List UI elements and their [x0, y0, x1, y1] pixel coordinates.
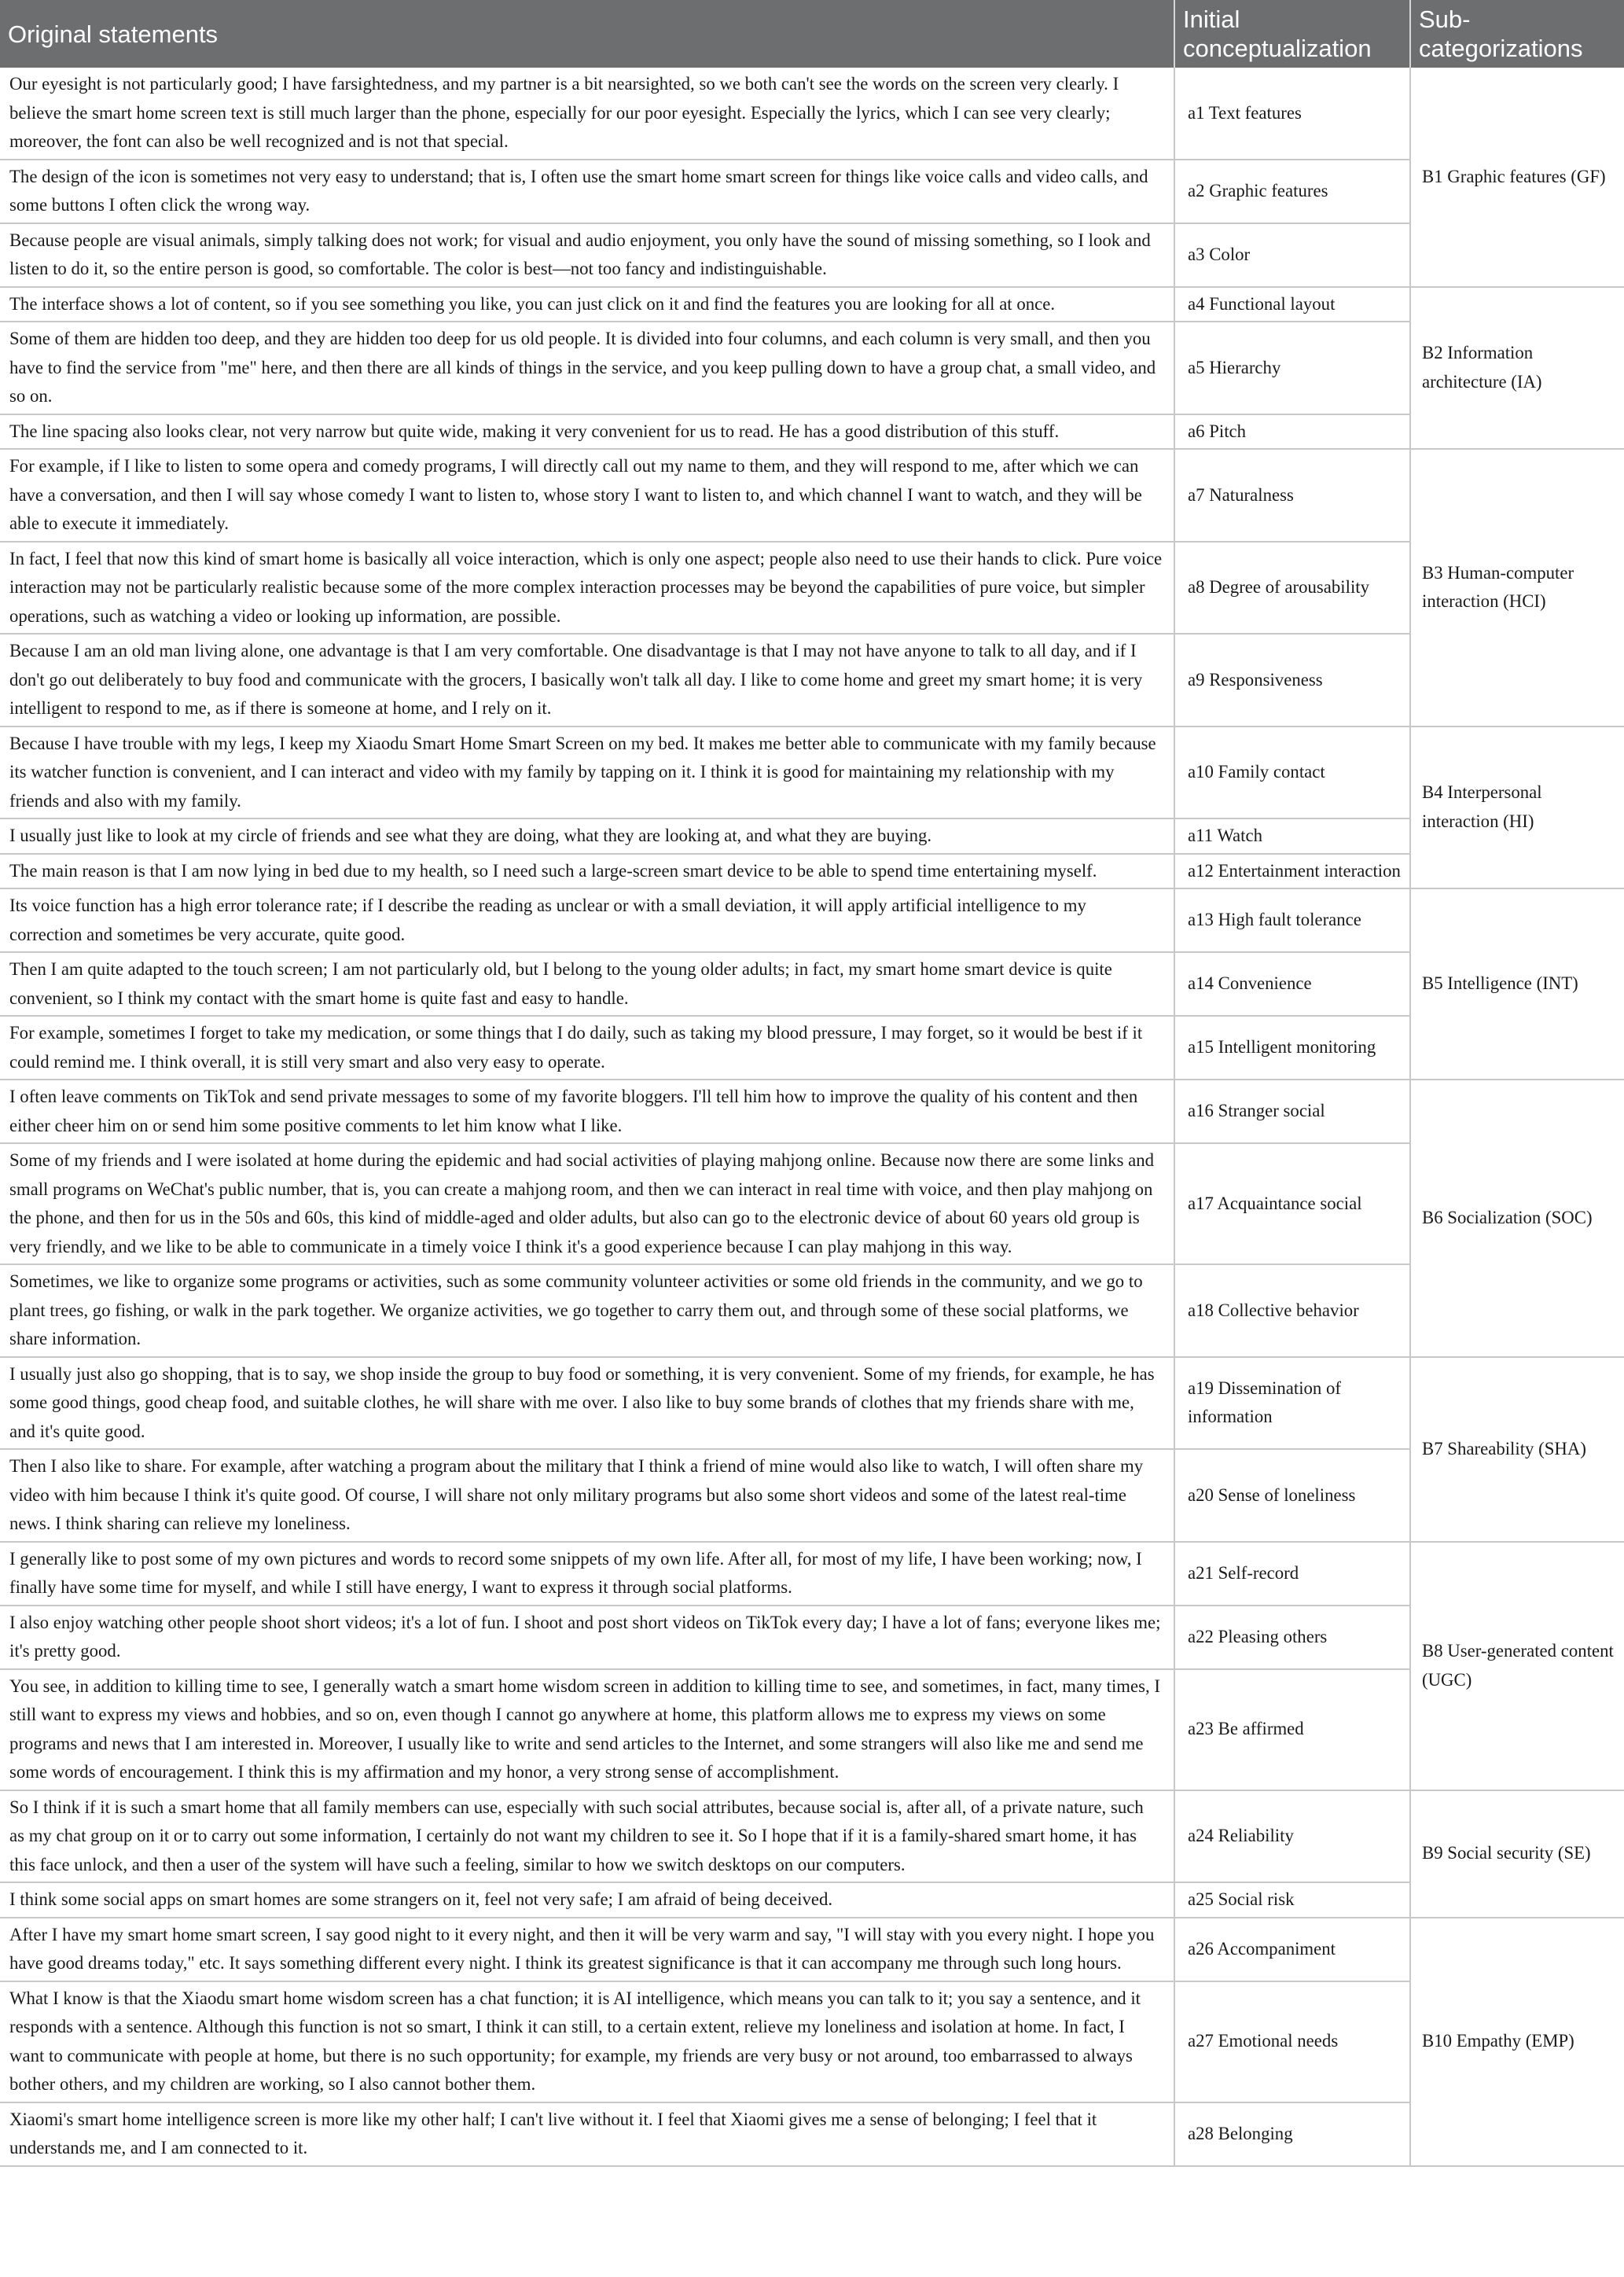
sub-categorization-cell: B5 Intelligence (INT) — [1410, 888, 1624, 1080]
initial-conceptualization-cell: a27 Emotional needs — [1174, 1981, 1410, 2102]
original-statement-cell: The interface shows a lot of content, so if you see something you like, you can just click on it and find the features you are looking for all at once. — [0, 287, 1174, 322]
initial-conceptualization-cell: a7 Naturalness — [1174, 449, 1410, 542]
table-row — [0, 1080, 1624, 1143]
table-row — [0, 223, 1624, 287]
initial-conceptualization-cell: a2 Graphic features — [1174, 160, 1410, 223]
table-row — [0, 854, 1624, 889]
initial-conceptualization-cell: a1 Text features — [1174, 68, 1410, 160]
table-row — [0, 1918, 1624, 1981]
original-statement-cell: So I think if it is such a smart home that all family members can use, especially with such social attributes, because social is, after all, of a private nature, such as my chat group on it or to carry out some information, I certainly do not want my children to see it. So I hope that if it is a family-shared smart home, it has this face unlock, and then a user of the system will have such a feeling, similar to how we switch desktops on our computers. — [0, 1790, 1174, 1883]
initial-conceptualization-cell: a23 Be affirmed — [1174, 1669, 1410, 1790]
original-statement-cell: After I have my smart home smart screen, I say good night to it every night, and then it will be very warm and say, "I will stay with you every night. I hope you have good dreams today," etc. It says something different every night. I think its greatest significance is that it can accompany me through such long hours. — [0, 1918, 1174, 1981]
original-statement-cell: What I know is that the Xiaodu smart home wisdom screen has a chat function; it is AI intelligence, which means you can talk to it; you say a sentence, and it responds with a sentence. Although this function is not so smart, I think it can still, to a certain extent, relieve my loneliness and isolation at home. In fact, I want to communicate with people at home, but there is no such opportunity; for example, my friends are very busy or not around, too embarrassed to always bother others, and my children are working, so I also cannot bother them. — [0, 1981, 1174, 2102]
original-statement-cell: For example, if I like to listen to some opera and comedy programs, I will directly call out my name to them, and they will respond to me, after which we can have a conversation, and then I will say whose comedy I want to listen to, whose story I want to listen to, and which channel I want to watch, and they will be able to execute it immediately. — [0, 449, 1174, 542]
original-statement-cell: Some of them are hidden too deep, and they are hidden too deep for us old people. It is divided into four columns, and each column is very small, and then you have to find the service from "me" here, and then there are all kinds of things in the service, and you keep pulling down to have a group chat, a small video, and so on. — [0, 322, 1174, 414]
table-row — [0, 727, 1624, 819]
original-statement-cell: I also enjoy watching other people shoot short videos; it's a lot of fun. I shoot and post short videos on TikTok every day; I have a lot of fans; everyone likes me; it's pretty good. — [0, 1606, 1174, 1669]
initial-conceptualization-cell: a26 Accompaniment — [1174, 1918, 1410, 1981]
header-sub-categorizations: Sub-categorizations — [1410, 0, 1624, 68]
original-statement-cell: Because people are visual animals, simply talking does not work; for visual and audio enjoyment, you only have the sound of missing something, so I look and listen to do it, so the entire person is good, so comfortable. The color is best—not too fancy and indistinguishable. — [0, 223, 1174, 287]
initial-conceptualization-cell: a15 Intelligent monitoring — [1174, 1016, 1410, 1080]
original-statement-cell: I generally like to post some of my own pictures and words to record some snippets of my own life. After all, for most of my life, I have been working; now, I finally have some time for myself, and while I still have energy, I want to express it through social platforms. — [0, 1542, 1174, 1606]
initial-conceptualization-cell: a3 Color — [1174, 223, 1410, 287]
sub-categorization-cell: B8 User-generated content (UGC) — [1410, 1542, 1624, 1790]
initial-conceptualization-cell: a20 Sense of loneliness — [1174, 1449, 1410, 1542]
initial-conceptualization-cell: a19 Dissemination of information — [1174, 1357, 1410, 1450]
initial-conceptualization-cell: a9 Responsiveness — [1174, 634, 1410, 727]
table-row — [0, 322, 1624, 414]
table-row — [0, 542, 1624, 635]
original-statement-cell: Then I also like to share. For example, after watching a program about the military that I think a friend of mine would also like to watch, I will often share my video with him because I think it's quite good. Of course, I will share not only military programs but also some short videos and some of the latest real-time news. I think sharing can relieve my loneliness. — [0, 1449, 1174, 1542]
table-row — [0, 68, 1624, 160]
initial-conceptualization-cell: a8 Degree of arousability — [1174, 542, 1410, 635]
sub-categorization-cell: B2 Information architecture (IA) — [1410, 287, 1624, 450]
initial-conceptualization-cell: a12 Entertainment interaction — [1174, 854, 1410, 889]
table-row — [0, 888, 1624, 952]
original-statement-cell: Xiaomi's smart home intelligence screen is more like my other half; I can't live without it. I feel that Xiaomi gives me a sense of belonging; I feel that it understands me, and I am connected to it. — [0, 2102, 1174, 2166]
original-statement-cell: In fact, I feel that now this kind of smart home is basically all voice interaction, which is only one aspect; people also need to use their hands to click. Pure voice interaction may not be particularly realistic because some of the more complex interaction processes may be beyond the capabilities of pure voice, but simpler operations, such as watching a video or looking up information, are possible. — [0, 542, 1174, 635]
table-row — [0, 1981, 1624, 2102]
initial-conceptualization-cell: a16 Stranger social — [1174, 1080, 1410, 1143]
initial-conceptualization-cell: a11 Watch — [1174, 818, 1410, 854]
sub-categorization-cell: B1 Graphic features (GF) — [1410, 68, 1624, 287]
sub-categorization-cell: B3 Human-computer interaction (HCI) — [1410, 449, 1624, 727]
sub-categorization-cell: B6 Socialization (SOC) — [1410, 1080, 1624, 1357]
initial-conceptualization-cell: a4 Functional layout — [1174, 287, 1410, 322]
table-row — [0, 287, 1624, 322]
sub-categorization-cell: B9 Social security (SE) — [1410, 1790, 1624, 1918]
table-row — [0, 1016, 1624, 1080]
sub-categorization-cell: B4 Interpersonal interaction (HI) — [1410, 727, 1624, 889]
table-row — [0, 1606, 1624, 1669]
initial-conceptualization-cell: a10 Family contact — [1174, 727, 1410, 819]
initial-conceptualization-cell: a14 Convenience — [1174, 952, 1410, 1016]
initial-conceptualization-cell: a21 Self-record — [1174, 1542, 1410, 1606]
table-row — [0, 1143, 1624, 1264]
original-statement-cell: For example, sometimes I forget to take my medication, or some things that I do daily, such as taking my blood pressure, I may forget, so it would be best if it could remind me. I think overall, it is still very smart and also very easy to operate. — [0, 1016, 1174, 1080]
original-statement-cell: Then I am quite adapted to the touch screen; I am not particularly old, but I belong to the young older adults; in fact, my smart home smart device is quite convenient, so I think my contact with the smart home is quite fast and easy to handle. — [0, 952, 1174, 1016]
table-row — [0, 952, 1624, 1016]
original-statement-cell: You see, in addition to killing time to see, I generally watch a smart home wisdom screen in addition to killing time to see, and sometimes, in fact, many times, I still want to express my views and hobbies, and so on, even though I cannot go anywhere at home, this platform allows me to express my views on some programs and news that I am interested in. Moreover, I usually like to write and send articles to the Internet, and some strangers will also like me and send me some words of encouragement. I think this is my affirmation and my honor, a very strong sense of accomplishment. — [0, 1669, 1174, 1790]
initial-conceptualization-cell: a18 Collective behavior — [1174, 1264, 1410, 1357]
table-row — [0, 1264, 1624, 1357]
original-statement-cell: The main reason is that I am now lying in bed due to my health, so I need such a large-screen smart device to be able to spend time entertaining myself. — [0, 854, 1174, 889]
original-statement-cell: I often leave comments on TikTok and send private messages to some of my favorite bloggers. I'll tell him how to improve the quality of his content and then either cheer him on or send him some positive comments to let him know what I like. — [0, 1080, 1174, 1143]
header-row — [0, 0, 1624, 68]
table-row — [0, 1357, 1624, 1450]
table-row — [0, 634, 1624, 727]
table-row — [0, 1882, 1624, 1918]
original-statement-cell: The line spacing also looks clear, not very narrow but quite wide, making it very convenient for us to read. He has a good distribution of this stuff. — [0, 414, 1174, 450]
initial-conceptualization-cell: a22 Pleasing others — [1174, 1606, 1410, 1669]
table-row — [0, 160, 1624, 223]
initial-conceptualization-cell: a5 Hierarchy — [1174, 322, 1410, 414]
original-statement-cell: Its voice function has a high error tolerance rate; if I describe the reading as unclear or with a small deviation, it will apply artificial intelligence to my correction and sometimes be very accurate, quite good. — [0, 888, 1174, 952]
original-statement-cell: I usually just like to look at my circle of friends and see what they are doing, what they are looking at, and what they are buying. — [0, 818, 1174, 854]
table-row — [0, 818, 1624, 854]
original-statement-cell: I usually just also go shopping, that is to say, we shop inside the group to buy food or something, it is very convenient. Some of my friends, for example, he has some good things, good cheap food, and suitable clothes, he will share with me over. I also like to buy some brands of clothes that my friends share with me, and it's quite good. — [0, 1357, 1174, 1450]
sub-categorization-cell: B10 Empathy (EMP) — [1410, 1918, 1624, 2166]
original-statement-cell: Sometimes, we like to organize some programs or activities, such as some community volunteer activities or some old friends in the community, and we go to plant trees, go fishing, or walk in the park together. We organize activities, we go together to carry them out, and through some of these social platforms, we share information. — [0, 1264, 1174, 1357]
original-statement-cell: I think some social apps on smart homes are some strangers on it, feel not very safe; I am afraid of being deceived. — [0, 1882, 1174, 1918]
header-original-statements: Original statements — [0, 0, 1174, 68]
table-row — [0, 1542, 1624, 1606]
table-row — [0, 1449, 1624, 1542]
initial-conceptualization-cell: a13 High fault tolerance — [1174, 888, 1410, 952]
initial-conceptualization-cell: a25 Social risk — [1174, 1882, 1410, 1918]
original-statement-cell: Our eyesight is not particularly good; I have farsightedness, and my partner is a bit nearsighted, so we both can't see the words on the screen very clearly. I believe the smart home screen text is still much larger than the phone, especially for our poor eyesight. Especially the lyrics, which I can see very clearly; moreover, the font can also be well recognized and is not that special. — [0, 68, 1174, 160]
initial-conceptualization-cell: a24 Reliability — [1174, 1790, 1410, 1883]
initial-conceptualization-cell: a6 Pitch — [1174, 414, 1410, 450]
table-row — [0, 1790, 1624, 1883]
table-row — [0, 1669, 1624, 1790]
original-statement-cell: The design of the icon is sometimes not very easy to understand; that is, I often use the smart home smart screen for things like voice calls and video calls, and some buttons I often click the wrong way. — [0, 160, 1174, 223]
header-initial-conceptualization: Initial conceptualization — [1174, 0, 1410, 68]
original-statement-cell: Because I am an old man living alone, one advantage is that I am very comfortable. One disadvantage is that I may not have anyone to talk to all day, and if I don't go out deliberately to buy food and communicate with the grocers, I basically won't talk all day. I like to come home and greet my smart home; it is very intelligent to respond to me, as if there is someone at home, and I rely on it. — [0, 634, 1174, 727]
sub-categorization-cell: B7 Shareability (SHA) — [1410, 1357, 1624, 1542]
original-statement-cell: Some of my friends and I were isolated at home during the epidemic and had social activities of playing mahjong online. Because now there are some links and small programs on WeChat's public number, that is, you can create a mahjong room, and then we can interact in real time with voice, and then play mahjong on the phone, and then for us in the 50s and 60s, this kind of middle-aged and older adults, but also can go to the electronic device of about 60 years old group is very friendly, and we like to be able to communicate in a timely voice I think it's a good experience because I can play mahjong in this way. — [0, 1143, 1174, 1264]
table-row — [0, 449, 1624, 542]
original-statement-cell: Because I have trouble with my legs, I keep my Xiaodu Smart Home Smart Screen on my bed. It makes me better able to communicate with my family because its watcher function is convenient, and I can interact and video with my family by tapping on it. I think it is good for maintaining my relationship with my friends and also with my family. — [0, 727, 1174, 819]
initial-conceptualization-cell: a28 Belonging — [1174, 2102, 1410, 2166]
table-body — [0, 68, 1624, 2166]
table-row — [0, 2102, 1624, 2166]
initial-conceptualization-cell: a17 Acquaintance social — [1174, 1143, 1410, 1264]
table-row — [0, 414, 1624, 450]
